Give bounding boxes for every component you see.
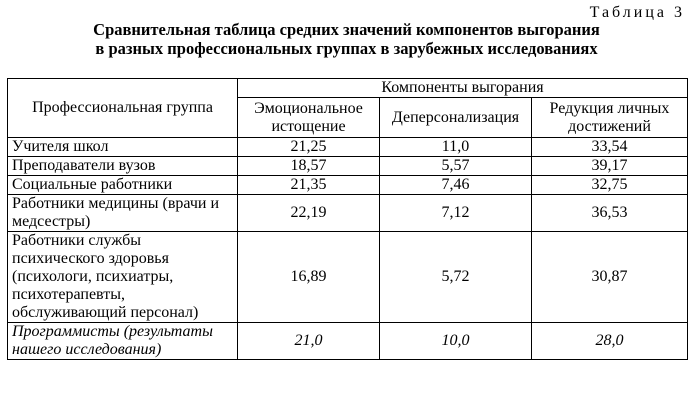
reduced-accomplishment-value: 33,54 [532, 138, 688, 157]
reduced-accomplishment-value: 39,17 [532, 157, 688, 176]
row-group-name: Учителя школ [8, 138, 238, 157]
table-row [8, 232, 688, 323]
header-row-1 [8, 79, 688, 98]
title-line-1: Сравнительная таблица средних значений компонентов выгорания [93, 20, 600, 39]
depersonalization-value: 5,57 [380, 157, 532, 176]
depersonalization-value: 7,46 [380, 176, 532, 195]
table-title [0, 20, 693, 58]
table-row [8, 195, 688, 232]
row-group-name: Работники медицины (врачи и медсестры) [8, 195, 238, 232]
header-burnout-components: Компоненты выгорания [238, 79, 688, 98]
emotional-exhaustion-value: 21,35 [238, 176, 380, 195]
emotional-exhaustion-value: 22,19 [238, 195, 380, 232]
depersonalization-value: 7,12 [380, 195, 532, 232]
row-group-name: Работники службы психического здоровья (психологи, психиатры, психотерапевты, обслуживающий персонал) [8, 232, 238, 323]
row-group-name: Программисты (результаты нашего исследования) [8, 323, 238, 360]
emotional-exhaustion-value: 21,0 [238, 323, 380, 360]
table-number-label: Таблица 3 [589, 4, 685, 21]
depersonalization-value: 5,72 [380, 232, 532, 323]
table-row [8, 138, 688, 157]
header-depersonalization: Деперсонализация [380, 98, 532, 138]
table-row [8, 157, 688, 176]
row-group-name: Социальные работники [8, 176, 238, 195]
table-row [8, 176, 688, 195]
emotional-exhaustion-value: 18,57 [238, 157, 380, 176]
emotional-exhaustion-value: 21,25 [238, 138, 380, 157]
emotional-exhaustion-value: 16,89 [238, 232, 380, 323]
depersonalization-value: 11,0 [380, 138, 532, 157]
reduced-accomplishment-value: 30,87 [532, 232, 688, 323]
header-professional-group: Профессиональная группа [8, 79, 238, 138]
reduced-accomplishment-value: 28,0 [532, 323, 688, 360]
row-group-name: Преподаватели вузов [8, 157, 238, 176]
header-reduced-accomplishment: Редукция личных достижений [532, 98, 688, 138]
reduced-accomplishment-value: 32,75 [532, 176, 688, 195]
title-line-2: в разных профессиональных группах в зарубежных исследованиях [95, 39, 598, 58]
reduced-accomplishment-value: 36,53 [532, 195, 688, 232]
table-row [8, 323, 688, 360]
header-emotional-exhaustion: Эмоциональное истощение [238, 98, 380, 138]
depersonalization-value: 10,0 [380, 323, 532, 360]
burnout-comparison-table [7, 78, 688, 360]
